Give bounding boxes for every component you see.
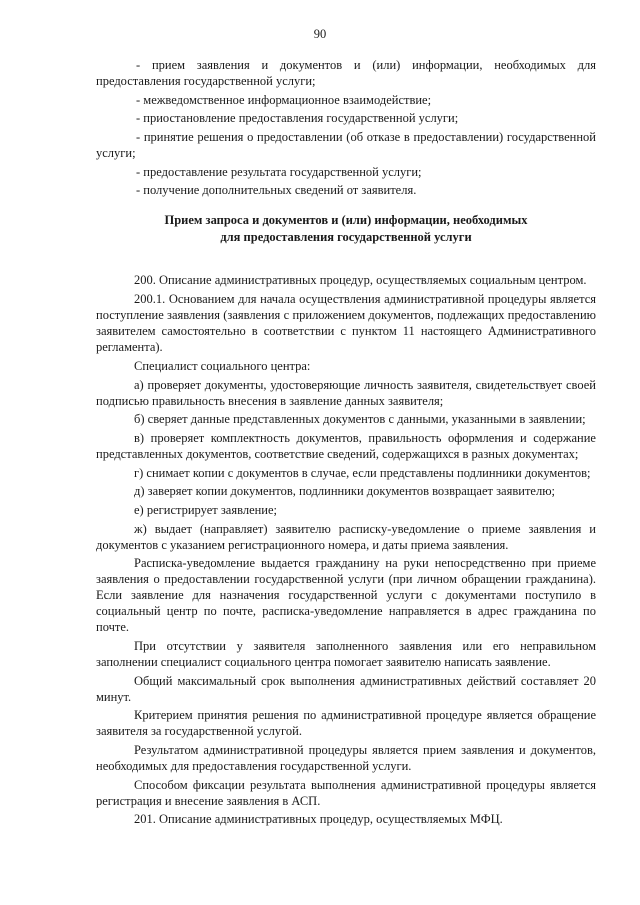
paragraph: Расписка-уведомление выдается гражданину на руки непосредственно при приеме заявления о предоставлении государственной услуги (при личном обращении гражданина). Если заявление для назначения государственной услуги с документами поступило в социальный центр по почте, расписка-уведомление направляется в адрес гражданина по почте. bbox=[96, 556, 596, 635]
paragraph: б) сверяет данные представленных документов с данными, указанными в заявлении; bbox=[134, 412, 586, 427]
paragraph: Специалист социального центра: bbox=[134, 358, 311, 373]
paragraph: ж) выдает (направляет) заявителю расписку-уведомление о приеме заявления и документов с указанием регистрационного номера, и даты приема заявления. bbox=[96, 521, 596, 552]
paragraph: 200. Описание административных процедур, осуществляемых социальным центром. bbox=[134, 273, 587, 288]
section-heading-line: для предоставления государственной услуги bbox=[220, 230, 472, 245]
paragraph: в) проверяет комплектность документов, правильность оформления и содержание представленных документов, соответствие сведений, содержащихся в разных документах; bbox=[96, 430, 596, 461]
paragraph: 201. Описание административных процедур, осуществляемых МФЦ. bbox=[134, 812, 503, 827]
list-item: - прием заявления и документов и (или) информации, необходимых для предоставления государственной услуги; bbox=[96, 58, 596, 88]
section-heading bbox=[96, 212, 596, 246]
paragraph: 200.1. Основанием для начала осуществления административной процедуры является поступление заявления (заявления с приложением документов, подлежащих предоставлению заявителем самостоятельно в соответствии с пунктом 11 настоящего Административного регламента). bbox=[96, 292, 596, 355]
paragraph: г) снимает копии с документов в случае, если представлены подлинники документов; bbox=[134, 465, 591, 480]
paragraph: а) проверяет документы, удостоверяющие личность заявителя, свидетельствует своей подписью правильность внесения в заявление данных заявителя; bbox=[96, 377, 596, 408]
page-number: 90 bbox=[313, 27, 327, 41]
paragraph: д) заверяет копии документов, подлинники документов возвращает заявителю; bbox=[134, 484, 556, 499]
list-item: - получение дополнительных сведений от заявителя. bbox=[136, 183, 417, 198]
list-item: - приостановление предоставления государственной услуги; bbox=[136, 111, 459, 126]
paragraph: Общий максимальный срок выполнения административных действий составляет 20 минут. bbox=[96, 673, 596, 704]
paragraph: е) регистрирует заявление; bbox=[134, 502, 278, 517]
paragraph: Способом фиксации результата выполнения административной процедуры является регистрация и внесение заявления в АСП. bbox=[96, 777, 596, 808]
paragraph: При отсутствии у заявителя заполненного заявления или его неправильном заполнении специалист социального центра помогает заявителю написать заявление. bbox=[96, 639, 596, 669]
document-body bbox=[96, 57, 596, 830]
section-heading-line: Прием запроса и документов и (или) информации, необходимых bbox=[164, 213, 528, 228]
list-item: - межведомственное информационное взаимодействие; bbox=[136, 92, 432, 107]
paragraph: Результатом административной процедуры является прием заявления и документов, необходимых для предоставления государственной услуги. bbox=[96, 743, 596, 774]
paragraph: Критерием принятия решения по административной процедуре является обращение заявителя за государственной услугой. bbox=[96, 708, 596, 739]
list-item: - принятие решения о предоставлении (об отказе в предоставлении) государственной услуги; bbox=[96, 130, 596, 161]
list-item: - предоставление результата государственной услуги; bbox=[136, 164, 422, 179]
